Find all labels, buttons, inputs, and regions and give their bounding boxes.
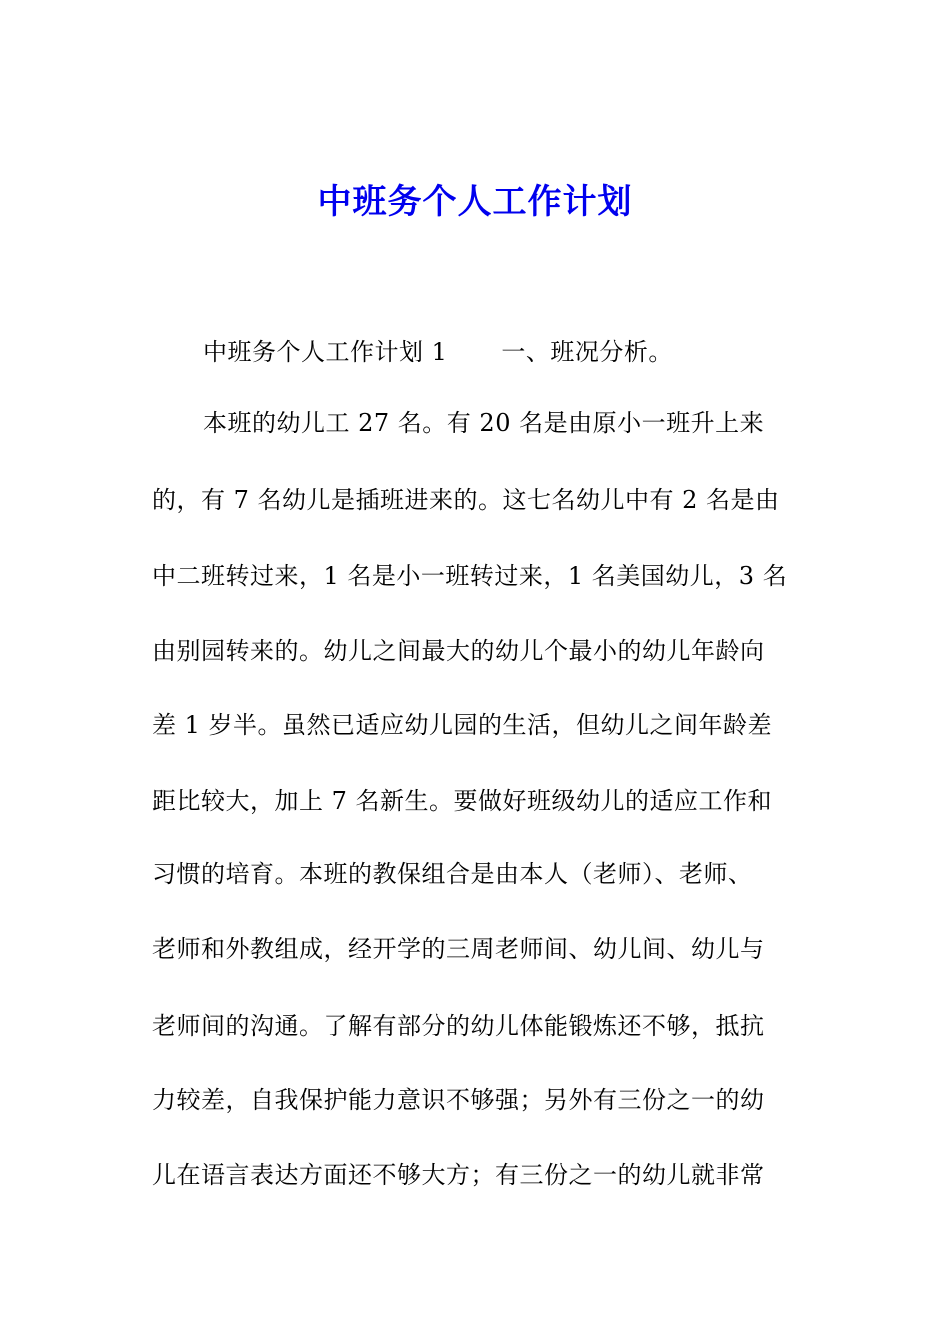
- paragraph-line: 中二班转过来，1 名是小一班转过来，1 名美国幼儿，3 名: [152, 562, 788, 590]
- paragraph-line: 老师间的沟通。了解有部分的幼儿体能锻炼还不够，抵抗: [152, 1012, 765, 1040]
- paragraph-line: 老师和外教组成，经开学的三周老师间、幼儿间、幼儿与: [152, 935, 765, 963]
- document-title: 中班务个人工作计划: [317, 182, 633, 222]
- paragraph-line: 距比较大，加上 7 名新生。要做好班级幼儿的适应工作和: [152, 787, 773, 815]
- paragraph-line: 差 1 岁半。虽然已适应幼儿园的生活，但幼儿之间年龄差: [152, 711, 773, 739]
- paragraph-line: 儿在语言表达方面还不够大方；有三份之一的幼儿就非常: [152, 1161, 765, 1189]
- paragraph-line: 力较差，自我保护能力意识不够强；另外有三份之一的幼: [152, 1086, 765, 1114]
- paragraph-line: 习惯的培育。本班的教保组合是由本人（老师）、老师、: [152, 860, 753, 888]
- heading-line: [203, 332, 853, 372]
- section-heading: 一、班况分析。: [501, 338, 673, 366]
- paragraph-line: 的，有 7 名幼儿是插班进来的。这七名幼儿中有 2 名是由: [152, 486, 780, 514]
- plan-subtitle: 中班务个人工作计划 1: [203, 338, 448, 366]
- paragraph-line: 本班的幼儿工 27 名。有 20 名是由原小一班升上来: [203, 409, 765, 437]
- paragraph-line: 由别园转来的。幼儿之间最大的幼儿个最小的幼儿年龄向: [152, 637, 765, 665]
